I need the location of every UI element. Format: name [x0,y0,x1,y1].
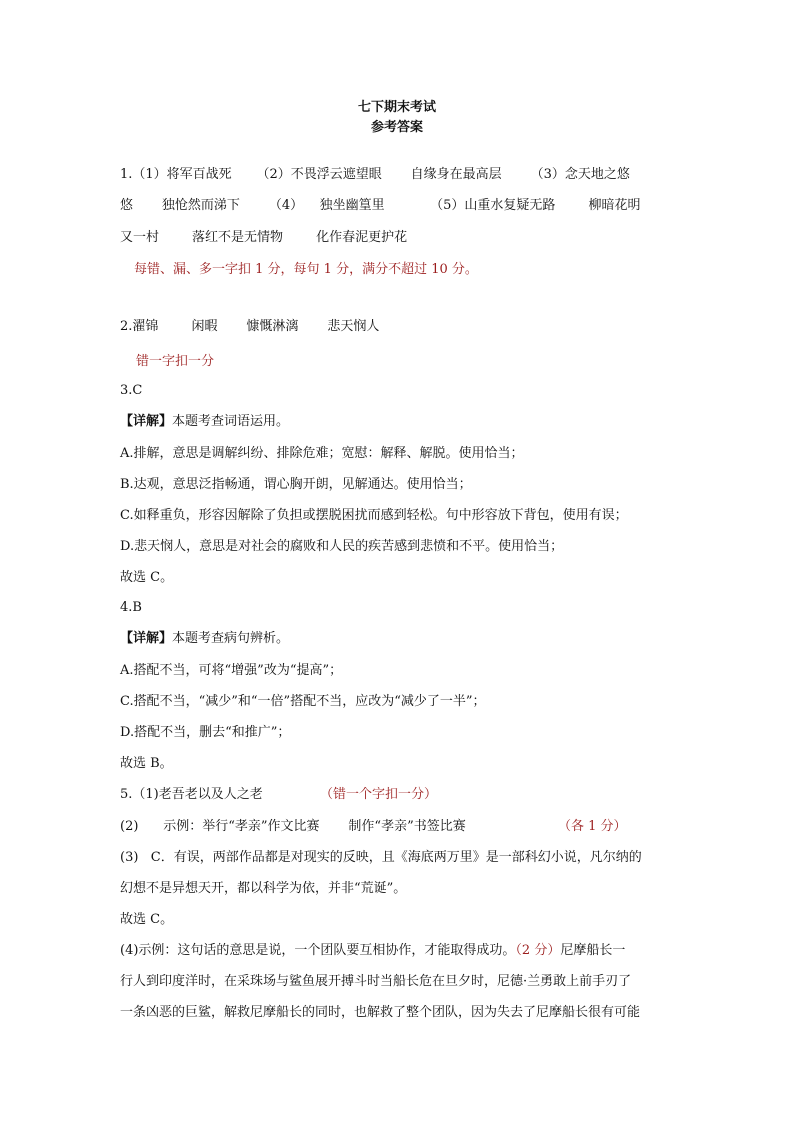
q5-3-line-1: (3) C．有误，两部作品都是对现实的反映，且《海底两万里》是一部科幻小说，凡尔纳的 [120,850,642,865]
q1-line-2: 悠 独怆然而涕下 （4） 独坐幽篁里 （5）山重水复疑无路 柳暗花明 [120,198,641,213]
q5-2-answer: (2) 示例：举行“孝亲”作文比赛 制作“孝亲”书签比赛 [120,819,466,834]
q5-1-answer: 5.（1)老吾老以及人之老 [120,787,263,802]
q5-4-score-note: （2 分） [515,943,561,958]
q5-1-note: （错一个字扣一分） [320,787,438,802]
q5-4-line-2: 行人到印度洋时，在采珠场与鲨鱼展开搏斗时当船长危在旦夕时，尼德·兰勇敢上前手刃了 [120,974,632,989]
q3-option-b: B.达观，意思泛指畅通，谓心胸开朗，见解通达。使用恰当； [120,477,472,492]
q4-detail-tag: 【详解】 [120,631,173,646]
document-subtitle: 参考答案 [370,120,423,135]
q3-option-d: D.悲天悯人，意思是对社会的腐败和人民的疾苦感到悲愤和不平。使用恰当； [120,539,564,554]
q1-scoring-note: 每错、漏、多一字扣 1 分，每句 1 分，满分不超过 10 分。 [134,262,478,277]
q5-4-line-1 [120,943,625,959]
document-title: 七下期末考试 [357,100,436,115]
q2-answer-line: 2.濯锦 闲暇 慷慨淋漓 悲天悯人 [120,319,380,334]
q3-conclusion: 故选 C。 [120,570,174,585]
q4-option-d: D.搭配不当，删去“和推广”； [120,725,291,740]
q4-option-a: A.搭配不当，可将“增强”改为“提高”； [120,663,343,678]
q4-option-c: C.搭配不当，“减少”和“一倍”搭配不当，应改为“减少了一半”； [120,694,486,709]
q2-scoring-note: 错一字扣一分 [136,354,215,369]
q5-3-line-2: 幻想不是异想天开，都以科学为依，并非“荒诞”。 [120,881,407,896]
q5-2-note: （各 1 分） [558,819,627,834]
q1-line-1: 1.（1）将军百战死 （2）不畏浮云遮望眼 自缘身在最高层 （3）念天地之悠 [120,167,630,182]
q4-conclusion: 故选 B。 [120,756,173,771]
q3-option-c: C.如释重负，形容因解除了负担或摆脱困扰而感到轻松。句中形容放下背包，使用有误； [120,508,628,523]
q4-detail [120,631,289,647]
q4-detail-text: 本题考查病句辨析。 [172,631,290,646]
q5-4-line-1-text: (4)示例：这句话的意思是说，一个团队要互相协作，才能取得成功。 [120,943,516,958]
q3-detail-text: 本题考查词语运用。 [172,414,290,429]
q3-answer: 3.C [120,383,143,398]
q5-4-line-1-tail: 尼摩船长一 [560,943,626,958]
q1-line-3: 又一村 落红不是无情物 化作春泥更护花 [120,230,408,245]
q3-detail-tag: 【详解】 [120,414,173,429]
q3-option-a: A.排解，意思是调解纠纷、排除危难；宽慰：解释、解脱。使用恰当； [120,446,524,461]
q5-4-line-3: 一条凶恶的巨鲨，解救尼摩船长的同时，也解救了整个团队，因为失去了尼摩船长很有可能 [120,1005,641,1020]
q5-3-conclusion: 故选 C。 [120,912,174,927]
q3-detail [120,414,289,430]
q4-answer: 4.B [120,600,142,615]
